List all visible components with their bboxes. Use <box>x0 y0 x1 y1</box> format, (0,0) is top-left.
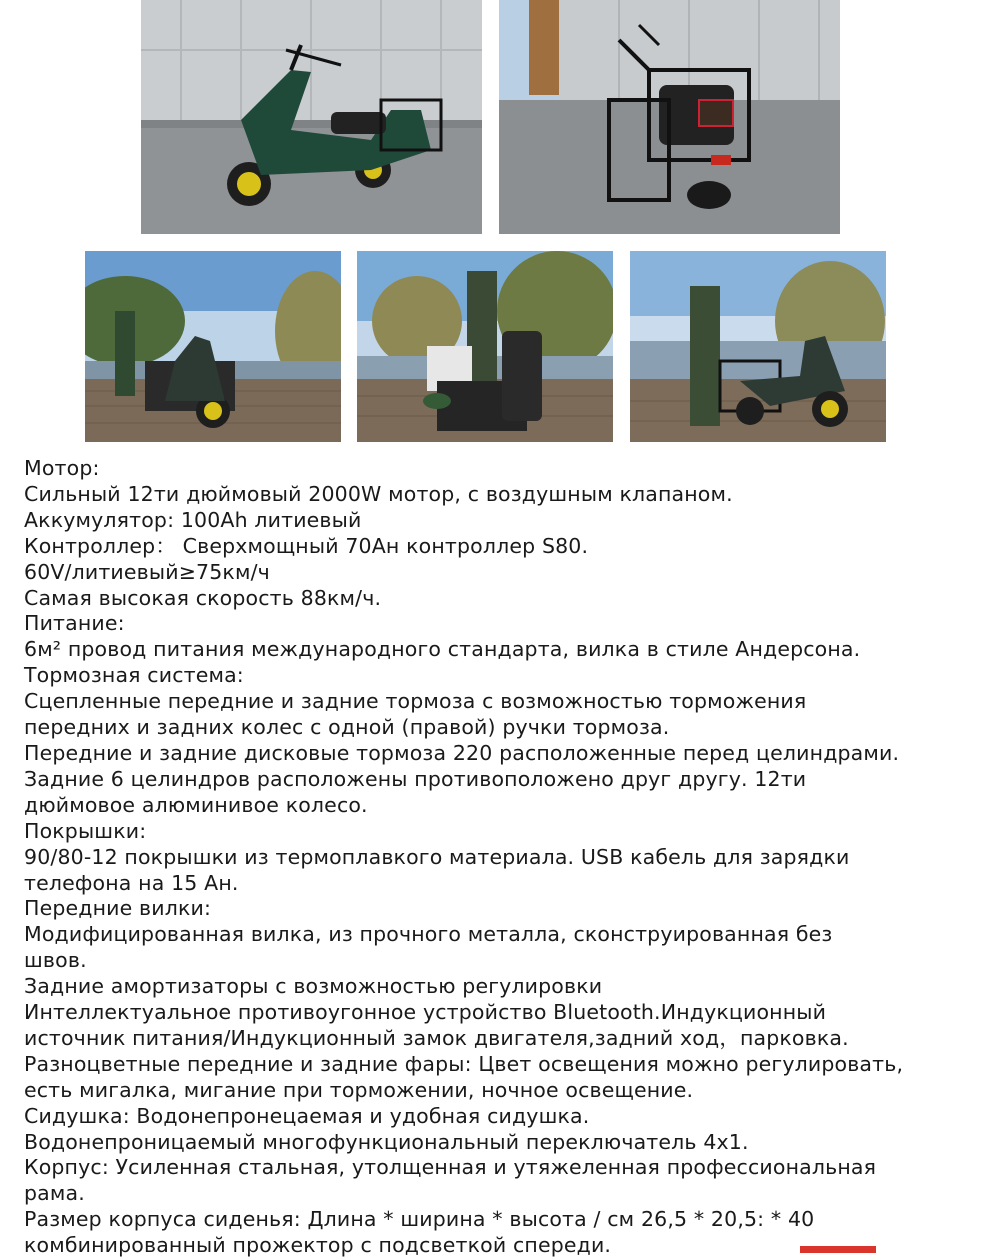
spec-line: Самая высокая скорость 88км/ч. <box>24 585 382 610</box>
scooter-riverside-front-photo <box>85 251 341 442</box>
spec-line: источник питания/Индукционный замок двигателя,задний ход，парковка. <box>24 1025 849 1050</box>
spec-line: Задние амортизаторы с возможностью регулировки <box>24 974 603 999</box>
spec-line: 6м² провод питания международного стандарта, вилка в стиле Андерсона. <box>24 637 861 662</box>
spec-line: Задние 6 целиндров расположены противоположено друг другу. 12ти <box>24 766 807 791</box>
spec-line: есть мигалка, мигание при торможении, ночное освещение. <box>24 1077 694 1102</box>
spec-line-tires-heading: Покрышки: <box>24 818 147 843</box>
spec-line: Аккумулятор: 100Ah литиевый <box>24 507 362 532</box>
scooter-side-view-photo <box>141 0 482 234</box>
spec-line-fork-heading: Передние вилки: <box>24 896 212 921</box>
spec-line: Модифицированная вилка, из прочного металла, сконструированная без <box>24 922 833 947</box>
spec-line: 60V/литиевый≥75км/ч <box>24 559 270 584</box>
scooter-rear-view-photo <box>499 0 840 234</box>
spec-line: Сидушка: Водонепронецаемая и удобная сидушка. <box>24 1103 590 1128</box>
spec-line: Водонепроницаемый многофункциональный переключатель 4x1. <box>24 1129 749 1154</box>
spec-line: передних и задних колес с одной (правой) ручки тормоза. <box>24 715 670 740</box>
spec-line: Передние и задние дисковые тормоза 220 расположенные перед целиндрами. <box>24 740 900 765</box>
spec-line-brake-heading: Тормозная система: <box>24 663 244 688</box>
spec-line: швов. <box>24 948 87 973</box>
spec-line: рама. <box>24 1181 85 1206</box>
red-accent-mark <box>800 1246 876 1253</box>
spec-line: Сильный 12ти дюймовый 2000W мотор, с воздушным клапаном. <box>24 481 733 506</box>
spec-text <box>24 456 984 1259</box>
scooter-riverside-side-photo <box>630 251 886 442</box>
spec-line: Разноцветные передние и задние фары: Цвет освещения можно регулировать, <box>24 1051 904 1076</box>
spec-line: 90/80-12 покрышки из термоплавкого материала. USB кабель для зарядки <box>24 844 850 869</box>
scooter-riverside-rear-photo <box>357 251 613 442</box>
spec-line: Корпус: Усиленная стальная, утолщенная и утяжеленная профессиональная <box>24 1155 877 1180</box>
spec-line: дюймовое алюминивое колесо. <box>24 792 368 817</box>
spec-line-motor-heading: Мотор: <box>24 456 100 480</box>
spec-line: Интеллектуальное противоугонное устройство Bluetooth.Индукционный <box>24 1000 827 1025</box>
spec-line: телефона на 15 Ан. <box>24 870 239 895</box>
spec-line: комбинированный прожектор с подсветкой спереди. <box>24 1233 612 1258</box>
spec-line: Контроллер： Сверхмощный 70Ан контроллер S80. <box>24 533 589 558</box>
spec-line: Сцепленные передние и задние тормоза с возможностью торможения <box>24 689 807 714</box>
spec-line: Размер корпуса сиденья: Длина * ширина * высота / см 26,5 * 20,5: * 40 <box>24 1207 815 1232</box>
spec-line-power-heading: Питание: <box>24 611 125 636</box>
